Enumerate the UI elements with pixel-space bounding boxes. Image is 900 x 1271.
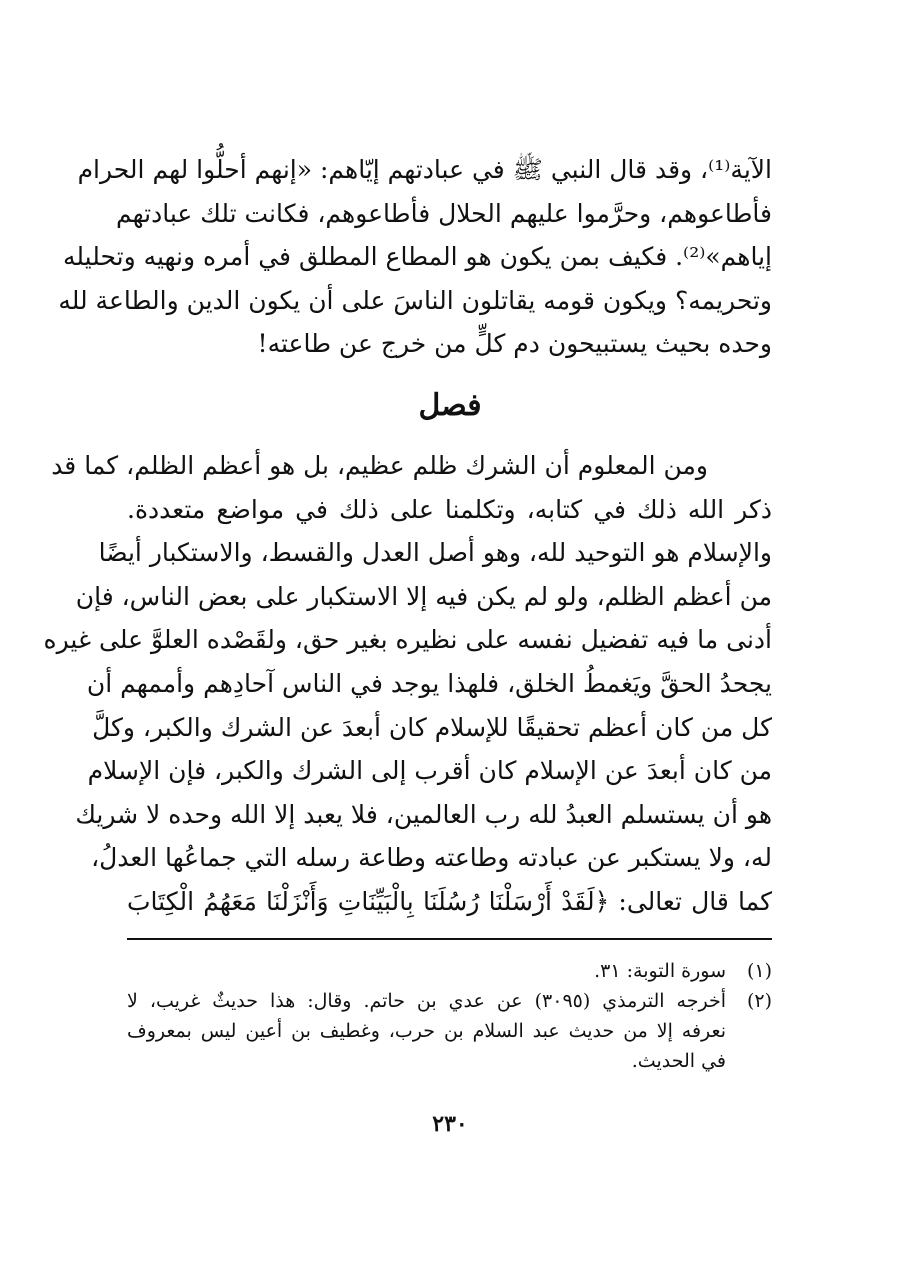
text-line: يجحدُ الحقَّ ويَغمطُ الخلق، فلهذا يوجد في الناس آحادِهم وأممهم أن: [86, 668, 772, 698]
footnotes: [127, 956, 772, 1076]
footnote: [127, 956, 772, 986]
text-line: وتحريمه؟ ويكون قومه يقاتلون الناسَ على أن يكون الدين والطاعة لله: [58, 285, 772, 315]
text-line: فأطاعوهم، وحرَّموا عليهم الحلال فأطاعوهم، فكانت تلك عبادتهم: [115, 198, 772, 228]
text-line: وحده بحيث يستبيحون دم كلٍّ من خرج عن طاعته!: [257, 329, 772, 359]
text-line: له، ولا يستكبر عن عبادته وطاعته وطاعة رسله التي جماعُها العدلُ،: [91, 843, 772, 873]
footnote-line: أخرجه الترمذي (٣٠٩٥) عن عدي بن حاتم. وقال: هذا حديثٌ غريب، لا: [127, 990, 726, 1012]
text-line: كل من كان أعظم تحقيقًا للإسلام كان أبعدَ عن الشرك والكبر، وكلَّ: [92, 712, 772, 742]
text-line: هو أن يستسلم العبدُ لله رب العالمين، فلا يعبد إلا الله وحده لا شريك: [75, 799, 772, 829]
footnote-line: سورة التوبة: ٣١.: [594, 960, 726, 982]
main-paragraph: [43, 444, 772, 924]
text-line: والإسلام هو التوحيد لله، وهو أصل العدل والقسط، والاستكبار أيضًا: [98, 538, 772, 568]
footnote-number: (٢): [746, 990, 772, 1012]
text-line: إياهم»⁽²⁾. فكيف بمن يكون هو المطاع المطلق في أمره ونهيه وتحليله: [62, 242, 772, 272]
text-line: كما قال تعالى: ﴿لَقَدْ أَرْسَلْنَا رُسُلَنَا بِالْبَيِّنَاتِ وَأَنْزَلْنَا مَعَهُمُ الْكِتَابَ: [127, 886, 772, 916]
section-heading: فصل: [418, 388, 482, 423]
footnote-body: [127, 956, 726, 986]
footnote-line: نعرفه إلا من حديث عبد السلام بن حرب، وغطيف بن أعين ليس بمعروف: [127, 1020, 726, 1042]
page-number: ٢٣٠: [432, 1111, 468, 1137]
text-line: أدنى ما فيه تفضيل نفسه على نظيره بغير حق، ولقَصْده العلوَّ على غيره: [43, 625, 772, 655]
footnote-body: [127, 986, 726, 1076]
footnote-number: (١): [746, 960, 772, 982]
footnote: [127, 986, 772, 1076]
footnote-line: في الحديث.: [631, 1050, 726, 1072]
text-line: من كان أبعدَ عن الإسلام كان أقرب إلى الشرك والكبر، فإن الإسلام: [87, 756, 772, 786]
text-line: الآية⁽¹⁾، وقد قال النبي ﷺ في عبادتهم إيّاهم: «إنهم أحلُّوا لهم الحرام: [77, 155, 772, 184]
text-line: ومن المعلوم أن الشرك ظلم عظيم، بل هو أعظم الظلم، كما قد: [51, 451, 708, 480]
footnote-divider: [127, 938, 772, 940]
text-line: من أعظم الظلم، ولو لم يكن فيه إلا الاستكبار على بعض الناس، فإن: [75, 581, 772, 611]
text-line: ذكر الله ذلك في كتابه، وتكلمنا على ذلك في مواضع متعددة.: [127, 494, 772, 524]
top-paragraph: [58, 148, 772, 366]
